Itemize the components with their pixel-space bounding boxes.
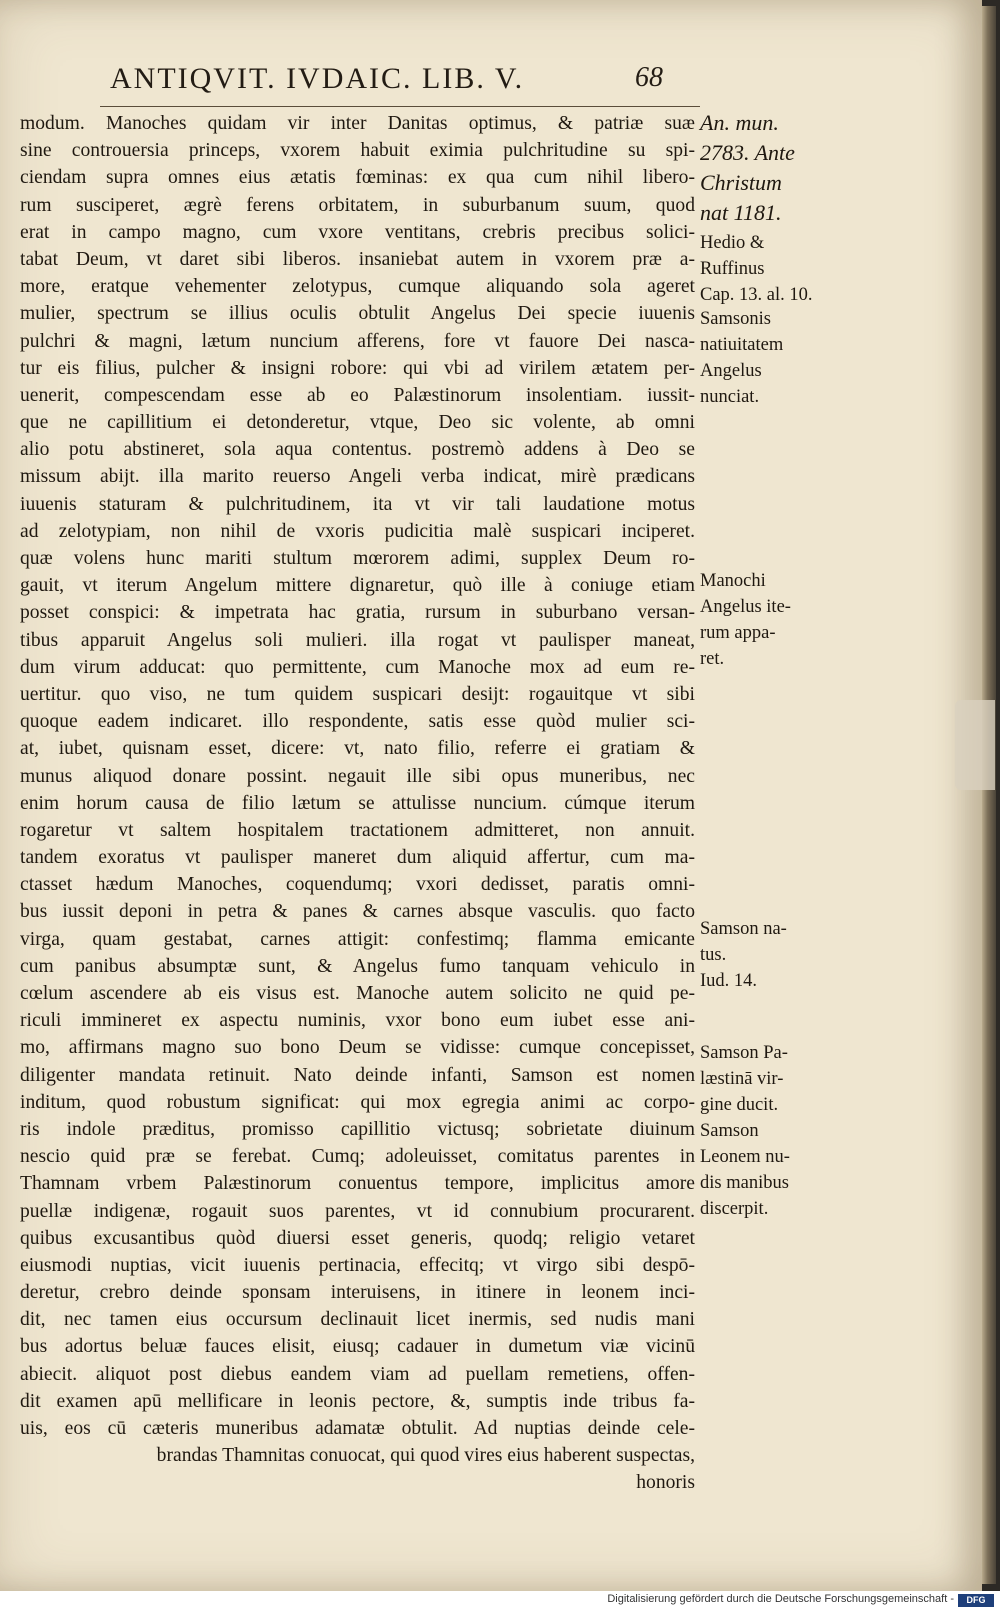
running-title: ANTIQVIT. IVDAIC. LIB. V.: [110, 62, 525, 95]
text-line: nescio quid præ se ferebat. Cumq; adoleuisset, comitatus parentes in: [20, 1146, 695, 1168]
text-line: rum susciperet, ægrè ferens orbitatem, in suburbanum suum, quod: [20, 194, 695, 216]
text-line: abiecit. aliquot post diebus eandem viam ad puellam remetiens, offen-: [20, 1363, 695, 1385]
text-line: rogaretur vt saltem hospitalem tractationem admitteret, non annuit.: [20, 819, 695, 841]
text-line: uenerit, compescendam esse ab eo Palæstinorum insolentiam. iussit-: [20, 384, 695, 406]
margin-note-chronology: [700, 108, 820, 228]
margin-line: nat 1181.: [700, 200, 782, 225]
text-line: posset conspici: & impetrata hac gratia, rursum in suburbano versan-: [20, 602, 695, 624]
margin-line: Samson Pa-: [700, 1043, 788, 1063]
margin-line: Christum: [700, 170, 782, 195]
text-line: tabat Deum, vt daret sibi liberos. insaniebat autem in vxorem præ a-: [20, 248, 695, 270]
running-head: [100, 62, 700, 107]
text-line: dum virum adducat: quo permittente, cum Manoche mox ad eum re-: [20, 656, 695, 678]
text-line: tandem exoratus vt paulisper maneret dum aliquid affertur, cum ma-: [20, 847, 695, 869]
margin-line: gine ducit.: [700, 1095, 779, 1115]
text-line: modum. Manoches quidam vir inter Danitas optimus, & patriæ suæ: [20, 113, 695, 134]
margin-line: Ruffinus: [700, 259, 765, 279]
text-line: inditum, quod robustum significat: qui mox egregia animi ac corpo-: [20, 1091, 695, 1113]
text-line: eiusmodi nuptias, vicit iuuenis pertinacia, effecitq; vt virgo sibi despō-: [20, 1254, 695, 1276]
margin-line: Cap. 13. al. 10.: [700, 285, 813, 305]
text-line: uis, eos cū cæteris muneribus adamatæ obtulit. Ad nuptias deinde cele-: [20, 1418, 695, 1439]
text-line: more, eratque vehementer zelotypus, cumque aliquando sola ageret: [20, 276, 695, 298]
margin-line: discerpit.: [700, 1199, 769, 1219]
margin-note-manoch: [700, 568, 820, 672]
text-line: tibus apparuit Angelus soli mulieri. illa rogat vt paulisper maneat,: [20, 629, 695, 651]
dfg-logo: DFG: [958, 1594, 994, 1607]
text-line: cum panibus absumptæ sunt, & Angelus fumo tanquam vehiculo in: [20, 955, 695, 977]
margin-line: Samsonis: [700, 309, 771, 329]
margin-line: Samson: [700, 1121, 759, 1141]
margin-line: rum appa-: [700, 623, 776, 643]
text-line: alio potu abstineret, sola aqua contentus. postremò addens à Deo se: [20, 439, 695, 461]
text-line: quoque eadem indicaret. illo respondente, satis esse quòd mulier sci-: [20, 711, 695, 733]
margin-note-nativity: [700, 306, 820, 410]
margin-line: ret.: [700, 649, 725, 669]
text-line: dit examen apū mellificare in leonis pectore, &, sumptis inde tribus fa-: [20, 1390, 695, 1412]
margin-line: Samson na-: [700, 919, 787, 939]
text-line: riculi immineret ex aspectu numinis, vxor bono eum iubet esse ani-: [20, 1010, 695, 1032]
margin-line: Iud. 14.: [700, 971, 758, 991]
text-line: cœlum ascendere ab eis visus est. Manoche autem solicito ne quid pe-: [20, 983, 695, 1004]
margin-line: 2783. Ante: [700, 140, 795, 165]
text-line: puellæ indigenæ, rogauit suos parentes, vt id connubium procurarent.: [20, 1200, 695, 1222]
text-line: ciendam supra omnes eius ætatis fœminas: ex qua cum nihil libero-: [20, 167, 695, 189]
text-line: erat in campo magno, cum vxore ventitans, crebris precibus solici-: [20, 221, 695, 243]
margin-line: dis manibus: [700, 1173, 789, 1193]
margin-note-samson-lion: [700, 1118, 820, 1222]
text-line: ad zelotypiam, non nihil de vxoris pudicitia malè suspicari inciperet.: [20, 520, 695, 542]
text-line: diligenter mandata retinuit. Nato deinde infanti, Samson est nomen: [20, 1064, 695, 1086]
text-line: gauit, vt iterum Angelum mittere dignaretur, quò ille à coniuge etiam: [20, 575, 695, 597]
text-line: iuuenis staturam & pulchritudinem, ita vt vir tali laudatione motus: [20, 493, 695, 515]
page-edge: [982, 6, 996, 1584]
margin-line: natiuitatem: [700, 335, 784, 355]
margin-line: Angelus: [700, 361, 762, 381]
margin-line: Manochi: [700, 571, 766, 591]
text-line: tur eis filius, pulcher & insigni robore: qui vbi ad virilem ætatem per-: [20, 357, 695, 379]
text-line: bus adortus beluæ fauces elisit, eiusq; cadauer in dumetum viæ vicinū: [20, 1336, 695, 1358]
text-line: ctasset hædum Manoches, coquendumq; vxori dedisset, paratis omni-: [20, 874, 695, 896]
page-number: 68: [635, 62, 663, 93]
text-line: munus aliquod donare possint. negauit ille sibi opus muneribus, nec: [20, 765, 695, 787]
margin-line: Hedio &: [700, 233, 765, 253]
text-line: quibus excusantibus quòd diuersi esset generis, quodq; religio vetaret: [20, 1227, 695, 1249]
margin-line: nunciat.: [700, 387, 760, 407]
footer-bar: [0, 1591, 1000, 1611]
main-text-block: [20, 110, 695, 1497]
text-line: bus iussit deponi in petra & panes & carnes absque vasculis. quo facto: [20, 901, 695, 923]
margin-line: tus.: [700, 945, 727, 965]
text-line: virga, quam gestabat, carnes attigit: confestimq; flamma emicante: [20, 928, 695, 950]
text-line: mulier, spectrum se illius oculis obtulit Angelus Dei specie iuuenis: [20, 303, 695, 325]
text-line: mo, affirmans magno suo bono Deum se vidisse: cumque concepisset,: [20, 1037, 695, 1059]
margin-line: læstinā vir-: [700, 1069, 784, 1089]
text-line: at, iubet, quisnam esset, dicere: vt, nato filio, referre ei gratiam &: [20, 738, 695, 760]
catchword: honoris: [636, 1472, 695, 1494]
margin-line: An. mun.: [700, 110, 779, 135]
margin-line: Leonem nu-: [700, 1147, 790, 1167]
page-tab-marker: [955, 700, 995, 790]
text-line: enim horum causa de filio lætum se attulisse nuncium. cúmque iterum: [20, 792, 695, 814]
text-line: pulchri & magni, lætum nuncium afferens, fore vt fauore Dei nasca-: [20, 330, 695, 352]
text-line: dit, nec tamen eius occursum declinauit licet inermis, sed nudis mani: [20, 1309, 695, 1331]
text-line: uertitur. quo viso, ne tum quidem suspicari desijt: rogauitque vt sibi: [20, 683, 695, 705]
margin-note-samson-marries: [700, 1040, 820, 1118]
text-line: quæ volens hunc mariti stultum mœrorem adimi, supplex Deum ro-: [20, 548, 695, 569]
text-line: missum abijt. illa marito reuerso Angeli verba indicat, mirè prædicans: [20, 466, 695, 488]
text-line: que ne capillitium ei detonderetur, vtque, Deo sic volente, ab omni: [20, 412, 695, 434]
margin-line: Angelus ite-: [700, 597, 791, 617]
text-line: brandas Thamnitas conuocat, qui quod vires eius haberent suspectas,: [156, 1445, 695, 1467]
text-line: ris indole præditus, promisso capillitio victusq; sobrietate diuinum: [20, 1118, 695, 1140]
text-line: deretur, crebro deinde sponsam interuisens, in itinere in leonem inci-: [20, 1282, 695, 1304]
text-line: Thamnam vrbem Palæstinorum conuentus tempore, implicitus amore: [20, 1173, 695, 1195]
funding-credit: Digitalisierung gefördert durch die Deutsche Forschungsgemeinschaft -: [607, 1593, 954, 1605]
text-line: sine controuersia princeps, vxorem habuit eximia pulchritudine su spi-: [20, 140, 695, 162]
margin-note-reference: [700, 230, 820, 308]
margin-note-samson-born: [700, 916, 820, 994]
